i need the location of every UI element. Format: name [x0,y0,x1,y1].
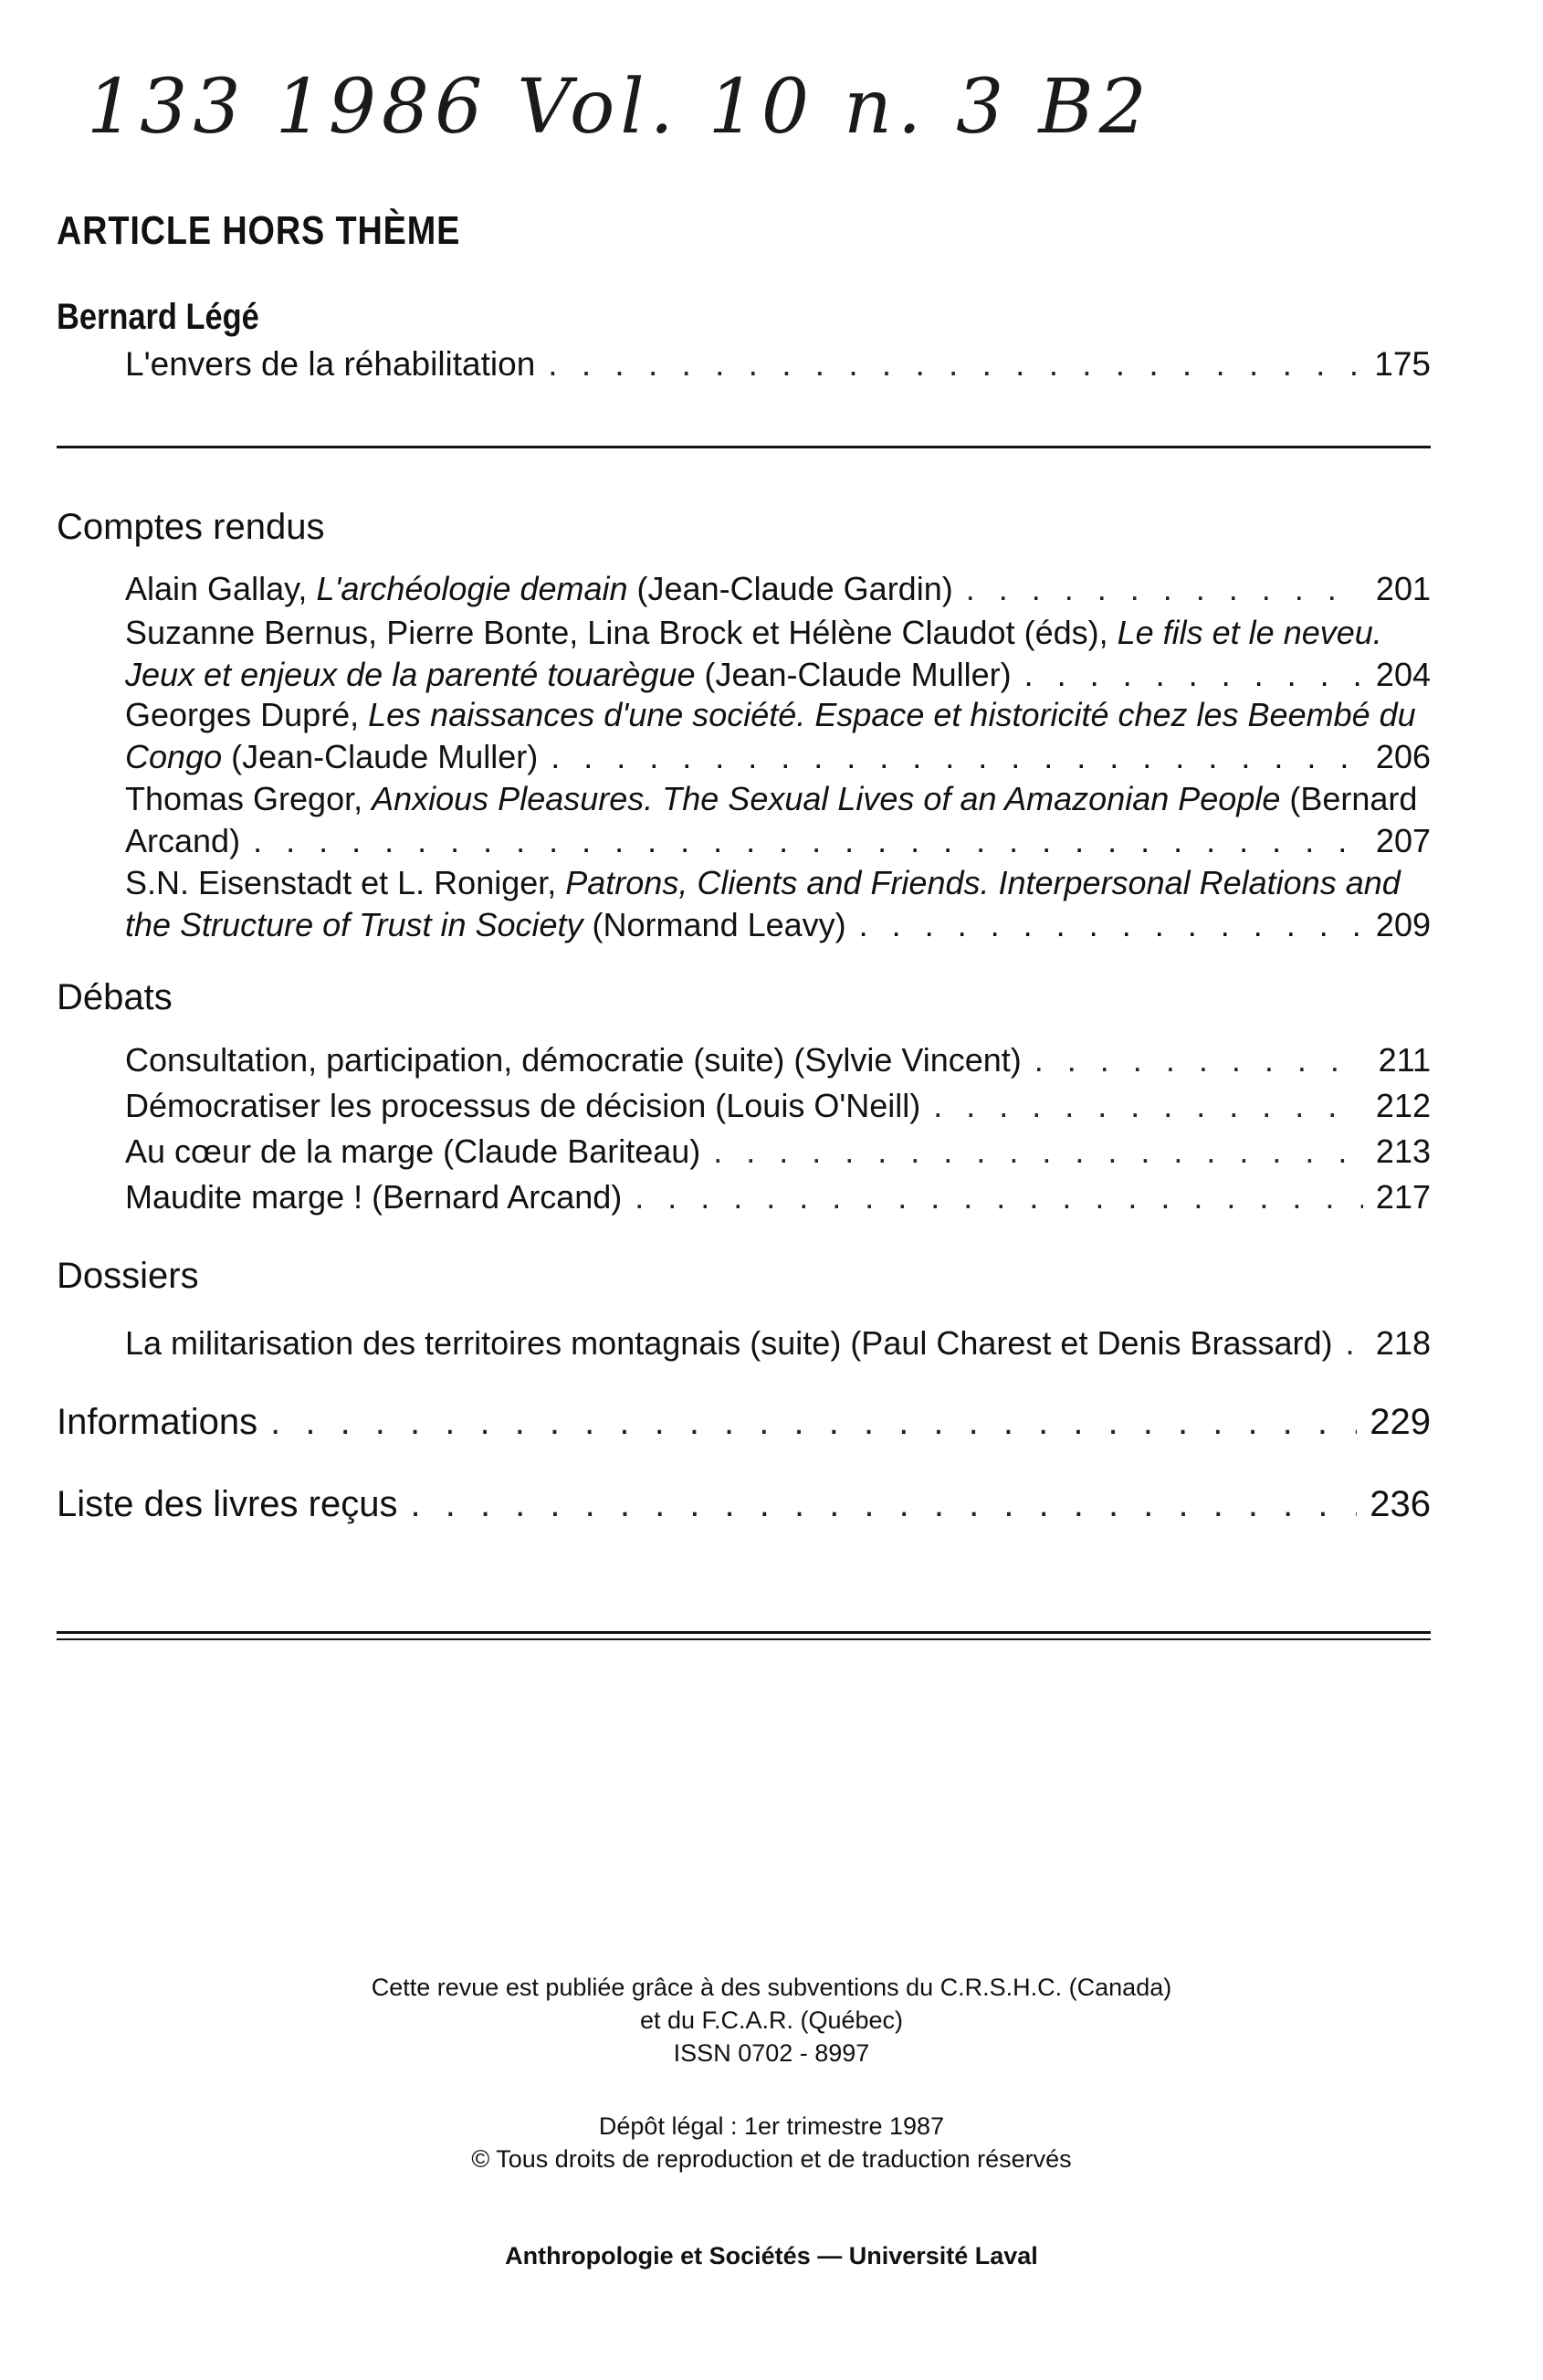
toc-entry-article[interactable] [125,345,1431,384]
article-author: Bernard Légé [57,297,259,337]
page-number: 236 [1370,1484,1431,1524]
toc-entry-line: Thomas Gregor, Anxious Pleasures. The Sexual Lives of an Amazonian People (Bernard [125,780,1418,817]
divider [57,1631,1431,1634]
divider [57,446,1431,448]
toc-entry-text: Liste des livres reçus [57,1484,398,1524]
leader-dots [551,736,1363,778]
toc-entry[interactable] [125,1324,1431,1363]
footer-line: ISSN 0702 - 8997 [673,2039,870,2067]
toc-entry-line: Congo (Jean-Claude Muller) . . . 206 [125,736,1431,778]
toc-entry-text: Consultation, participation, démocratie (suite) (Sylvie Vincent) [125,1041,1022,1079]
page-number: 204 [1375,656,1431,693]
toc-entry[interactable] [125,694,1431,778]
toc-entry-text: Démocratiser les processus de décision (Louis O'Neill) [125,1087,921,1124]
toc-entry-text: Maudite marge ! (Bernard Arcand) [125,1178,623,1216]
toc-entry[interactable] [125,1041,1431,1079]
section-label-comptes-rendus: Comptes rendus [57,507,325,547]
footer-publication-info [0,1971,1543,2069]
page-number: 211 [1378,1041,1431,1079]
toc-entry[interactable] [125,862,1431,946]
toc-entry[interactable] [125,1178,1431,1216]
publisher-line: Anthropologie et Sociétés — Université Laval [505,2242,1038,2269]
leader-dots [270,1402,1357,1443]
leader-dots [859,904,1363,946]
toc-entry-title: L'envers de la réhabilitation [125,345,536,383]
leader-dots [1346,1324,1363,1363]
toc-entry-informations[interactable] [57,1402,1431,1443]
toc-entry-livres[interactable] [57,1484,1431,1525]
leader-dots [966,570,1363,608]
section-label-dossiers: Dossiers [57,1256,199,1296]
footer-legal [0,2110,1543,2175]
toc-entry-line: Suzanne Bernus, Pierre Bonte, Lina Brock et Hélène Claudot (éds), Le fils et le neveu. [125,614,1382,651]
toc-entry-text: Alain Gallay, L'archéologie demain (Jean-Claude Gardin) [125,570,953,607]
footer-line: Dépôt légal : 1er trimestre 1987 [598,2112,945,2140]
toc-entry[interactable] [125,570,1431,608]
handwritten-note: 133 1986 Vol. 10 n. 3 B2 [87,64,1152,151]
leader-dots [253,820,1363,862]
leader-dots [410,1484,1357,1525]
page-number: 209 [1375,906,1431,943]
footer-line: et du F.C.A.R. (Québec) [639,2006,904,2034]
footer-publisher [0,2239,1543,2272]
toc-entry-line: the Structure of Trust in Society (Normand Leavy) . . . 209 [125,904,1431,946]
leader-dots [548,345,1361,384]
page-number: 217 [1375,1178,1431,1216]
page-number: 229 [1370,1402,1431,1442]
page-number: 207 [1375,822,1431,859]
divider [57,1638,1431,1640]
page-number: 175 [1374,345,1431,383]
section-heading-article: ARTICLE HORS THÈME [57,208,461,253]
page-number: 206 [1375,738,1431,775]
page-number: 218 [1375,1324,1431,1362]
toc-entry-line: S.N. Eisenstadt et L. Roniger, Patrons, Clients and Friends. Interpersonal Relations and [125,864,1401,901]
page-number: 213 [1375,1132,1431,1170]
toc-entry-line: Georges Dupré, Les naissances d'une société. Espace et historicité chez les Beembé du [125,696,1416,733]
footer-line: Cette revue est publiée grâce à des subventions du C.R.S.H.C. (Canada) [371,1974,1172,2001]
toc-entry[interactable] [125,1087,1431,1125]
footer-line: © Tous droits de reproduction et de traduction réservés [471,2145,1072,2173]
leader-dots [1034,1041,1363,1079]
toc-entry-text: Au cœur de la marge (Claude Bariteau) [125,1132,701,1170]
section-label-debats: Débats [57,977,173,1017]
toc-entry-line: Arcand) . . . 207 [125,820,1431,862]
leader-dots [713,1132,1363,1171]
toc-entry[interactable] [125,778,1431,862]
leader-dots [933,1087,1363,1125]
toc-entry[interactable] [125,1132,1431,1171]
toc-entry[interactable] [125,612,1431,696]
toc-entry-text: Informations [57,1402,258,1442]
leader-dots [1024,654,1363,696]
toc-entry-line: Jeux et enjeux de la parenté touarègue (Jean-Claude Muller) . . . 204 [125,654,1431,696]
page-number: 201 [1375,570,1431,607]
leader-dots [635,1178,1363,1216]
toc-entry-text: La militarisation des territoires montagnais (suite) (Paul Charest et Denis Brassard) [125,1324,1333,1362]
page-number: 212 [1375,1087,1431,1124]
